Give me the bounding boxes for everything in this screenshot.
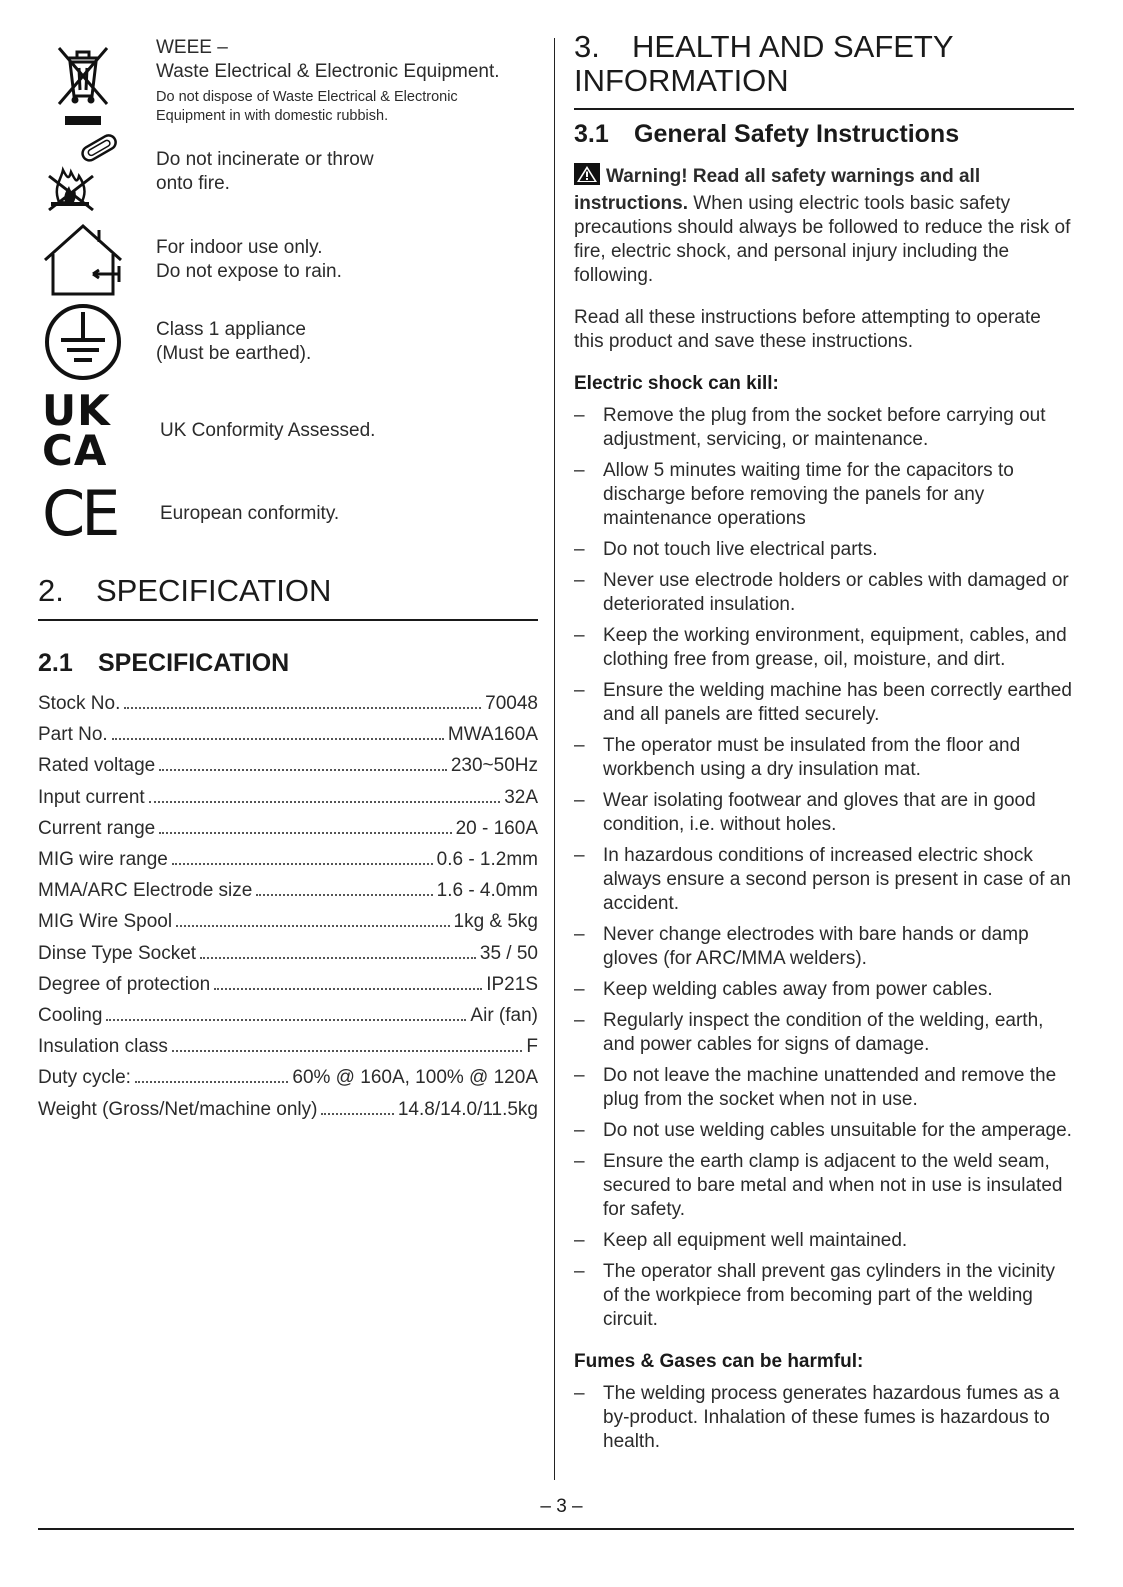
bullet-dash: – (574, 979, 585, 1000)
fumes-item (574, 1382, 1074, 1454)
section-3-1-heading (574, 120, 1074, 149)
warning-triangle-icon (574, 163, 600, 192)
section-2-1-title: SPECIFICATION (98, 649, 290, 677)
electric-shock-item-text: Ensure the welding machine has been correctly earthed and all panels are fitted securely. (603, 680, 1072, 725)
spec-leader-dots (214, 988, 482, 990)
electric-shock-item (574, 1009, 1074, 1057)
spec-leader-dots (159, 769, 447, 771)
electric-shock-item (574, 734, 1074, 782)
weee-row (38, 36, 538, 131)
spec-value: Air (fan) (470, 1005, 538, 1027)
class1-line1: Class 1 appliance (156, 319, 306, 340)
section-2-1-heading (38, 649, 538, 678)
electric-shock-item-text: The operator shall prevent gas cylinders in the vicinity of the workpiece from becoming part of the welding circuit. (603, 1261, 1056, 1330)
electric-shock-item (574, 569, 1074, 617)
spec-row (38, 906, 538, 937)
spec-row (38, 813, 538, 844)
section-3-number: 3. (574, 29, 600, 64)
spec-label: MIG Wire Spool (38, 911, 173, 933)
electric-shock-item (574, 538, 1074, 562)
fumes-list (574, 1382, 1074, 1454)
bullet-dash: – (574, 1065, 585, 1086)
indoor-line2: Do not expose to rain. (156, 261, 342, 282)
electric-shock-item-text: Never use electrode holders or cables with damaged or deteriorated insulation. (603, 570, 1069, 615)
spec-leader-dots (124, 707, 481, 709)
section-3-1-title: General Safety Instructions (634, 120, 960, 148)
spec-value: 35 / 50 (479, 942, 538, 964)
spec-leader-dots (106, 1019, 466, 1021)
spec-label: Cooling (38, 1005, 103, 1027)
electric-shock-item-text: Keep the working environment, equipment, cables, and clothing free from grease, oil, moisture, and dirt. (603, 625, 1067, 670)
spec-leader-dots (172, 863, 433, 865)
ce-mark-text: CE (42, 477, 117, 550)
bullet-dash: – (574, 1230, 585, 1251)
left-column (38, 36, 538, 1125)
bullet-dash: – (574, 1120, 585, 1141)
bullet-dash: – (574, 735, 585, 756)
electric-shock-item-text: Remove the plug from the socket before carrying out adjustment, servicing, or maintenance. (603, 405, 1046, 450)
spec-row (38, 1031, 538, 1062)
spec-leader-dots (112, 738, 444, 740)
spec-row (38, 844, 538, 875)
bullet-dash: – (574, 845, 585, 866)
fumes-heading: Fumes & Gases can be harmful: (574, 1351, 864, 1372)
spec-value: 20 - 160A (455, 817, 538, 839)
ukca-row (38, 387, 538, 475)
warning-text: When using electric tools basic safety precautions should always be followed to reduce the risk of fire, electric shock, and personal injury including the following. (574, 193, 1071, 286)
electric-shock-item-text: Do not leave the machine unattended and remove the plug from the socket when not in use. (603, 1065, 1057, 1110)
spec-value: 1.6 - 4.0mm (436, 880, 538, 902)
bullet-dash: – (574, 570, 585, 591)
electric-shock-item-text: Ensure the earth clamp is adjacent to the weld seam, secured to bare metal and when not in use is insulated for safety. (603, 1151, 1063, 1220)
ukca-mark-bottom: CA (42, 426, 108, 475)
spec-leader-dots (159, 832, 451, 834)
spec-label: Weight (Gross/Net/machine only) (38, 1098, 318, 1120)
weee-note-line1: Do not dispose of Waste Electrical & Electronic (156, 89, 458, 105)
spec-row (38, 750, 538, 781)
class1-row (38, 301, 538, 383)
spec-leader-dots (321, 1113, 393, 1115)
bullet-dash: – (574, 1010, 585, 1031)
section-3-1-number: 3.1 (574, 120, 609, 148)
earth-symbol-icon (38, 302, 128, 382)
bullet-dash: – (574, 924, 585, 945)
electric-shock-item (574, 679, 1074, 727)
spec-leader-dots (172, 1050, 522, 1052)
ce-text: European conformity. (160, 503, 340, 524)
spec-label: Part No. (38, 724, 108, 746)
page-number: – 3 – (540, 1496, 583, 1517)
spec-row (38, 719, 538, 750)
weee-title: WEEE – (156, 37, 228, 58)
electric-shock-item-text: The operator must be insulated from the floor and workbench using a dry insulation mat. (603, 735, 1021, 780)
indoor-house-icon (38, 222, 128, 298)
right-column (574, 30, 1074, 1461)
electric-shock-item (574, 404, 1074, 452)
electric-shock-item-text: Keep all equipment well maintained. (603, 1230, 908, 1251)
spec-label: Dinse Type Socket (38, 942, 197, 964)
bullet-dash: – (574, 625, 585, 646)
section-2-rule (38, 619, 538, 621)
fumes-item-text: The welding process generates hazardous fumes as a by-product. Inhalation of these fumes is hazardous to health. (603, 1383, 1060, 1452)
electric-shock-item-text: Keep welding cables away from power cables. (603, 979, 993, 1000)
electric-shock-item (574, 1229, 1074, 1253)
specification-list (38, 688, 538, 1125)
electric-shock-item (574, 978, 1074, 1002)
spec-value: F (526, 1036, 538, 1058)
electric-shock-item (574, 1150, 1074, 1222)
section-3-title-line1: HEALTH AND SAFETY (632, 29, 954, 64)
electric-shock-item-text: Never change electrodes with bare hands or damp gloves (for ARC/MMA welders). (603, 924, 1029, 969)
spec-label: Insulation class (38, 1036, 168, 1058)
ce-row (38, 475, 538, 553)
spec-value: MWA160A (447, 724, 538, 746)
spec-label: Stock No. (38, 693, 121, 714)
bullet-dash: – (574, 460, 585, 481)
ukca-mark (38, 386, 132, 475)
spec-label: MMA/ARC Electrode size (38, 880, 253, 902)
section-2-number: 2. (38, 573, 64, 608)
spec-leader-dots (149, 801, 501, 803)
fire-line1: Do not incinerate or throw (156, 149, 374, 170)
bullet-dash: – (574, 1383, 585, 1404)
spec-value: 1kg & 5kg (453, 911, 538, 933)
weee-subtitle: Waste Electrical & Electronic Equipment. (156, 61, 500, 82)
section-3-title-line2: INFORMATION (574, 63, 789, 98)
spec-leader-dots (135, 1081, 288, 1083)
indoor-row (38, 219, 538, 301)
electric-shock-item-text: Wear isolating footwear and gloves that are in good condition, i.e. without holes. (603, 790, 1036, 835)
spec-row (38, 875, 538, 906)
spec-value: 70048 (485, 693, 538, 714)
electric-shock-item (574, 1064, 1074, 1112)
electric-shock-item (574, 459, 1074, 531)
section-2-heading (38, 573, 538, 609)
indoor-line1: For indoor use only. (156, 237, 323, 258)
column-divider (554, 38, 555, 1480)
weee-bin-icon (38, 36, 128, 126)
bullet-dash: – (574, 1261, 585, 1282)
no-fire-icon (38, 132, 128, 212)
spec-row (38, 782, 538, 813)
spec-value: 14.8/14.0/11.5kg (397, 1098, 538, 1120)
electric-shock-item (574, 844, 1074, 916)
spec-leader-dots (200, 957, 476, 959)
electric-shock-item-text: Allow 5 minutes waiting time for the capacitors to discharge before removing the panels for any maintenance operations (603, 460, 1014, 529)
electric-shock-item-text: Regularly inspect the condition of the welding, earth, and power cables for signs of damage. (603, 1010, 1044, 1055)
spec-row (38, 1094, 538, 1125)
bullet-dash: – (574, 680, 585, 701)
electric-shock-item (574, 1260, 1074, 1332)
electric-shock-item-text: Do not touch live electrical parts. (603, 539, 878, 560)
spec-row (38, 688, 538, 719)
bullet-dash: – (574, 1151, 585, 1172)
ce-mark (38, 477, 132, 550)
warning-bold-text: Warning! Read all safety warnings and all instructions. (574, 166, 981, 214)
warning-paragraph (574, 163, 1074, 288)
spec-label: Input current (38, 786, 145, 808)
spec-row (38, 1062, 538, 1093)
spec-leader-dots (176, 925, 449, 927)
electric-shock-item (574, 1119, 1074, 1143)
spec-row (38, 1000, 538, 1031)
spec-label: MIG wire range (38, 849, 168, 871)
bullet-dash: – (574, 790, 585, 811)
spec-value: 0.6 - 1.2mm (436, 849, 538, 871)
section-2-title: SPECIFICATION (96, 573, 332, 608)
spec-label: Current range (38, 817, 156, 839)
fire-line2: onto fire. (156, 173, 230, 194)
spec-value: 230~50Hz (450, 755, 538, 777)
class1-line2: (Must be earthed). (156, 343, 312, 364)
weee-note-line2: Equipment in with domestic rubbish. (156, 108, 389, 124)
section-3-rule (574, 108, 1074, 110)
spec-label: Degree of protection (38, 973, 211, 995)
electric-shock-item (574, 789, 1074, 837)
electric-shock-item (574, 923, 1074, 971)
spec-row (38, 969, 538, 1000)
electric-shock-heading: Electric shock can kill: (574, 373, 779, 394)
electric-shock-item-text: Do not use welding cables unsuitable for the amperage. (603, 1120, 1072, 1141)
bullet-dash: – (574, 539, 585, 560)
spec-value: IP21S (486, 973, 538, 995)
section-2-1-number: 2.1 (38, 649, 73, 677)
bullet-dash: – (574, 405, 585, 426)
fire-row (38, 131, 538, 213)
section-3-heading (574, 30, 1074, 98)
spec-leader-dots (256, 894, 432, 896)
read-all-paragraph: Read all these instructions before attempting to operate this product and save these instructions. (574, 307, 1041, 352)
spec-row (38, 938, 538, 969)
ukca-mark-top: UK (42, 386, 111, 435)
spec-label: Rated voltage (38, 755, 156, 777)
spec-label: Duty cycle: (38, 1067, 131, 1089)
spec-value: 60% @ 160A, 100% @ 120A (292, 1067, 538, 1089)
bottom-rule (38, 1528, 1074, 1530)
ukca-text: UK Conformity Assessed. (160, 420, 376, 441)
electric-shock-item (574, 624, 1074, 672)
electric-shock-item-text: In hazardous conditions of increased electric shock always ensure a second person is present in case of an accident. (603, 845, 1071, 914)
electric-shock-list (574, 404, 1074, 1332)
spec-value: 32A (504, 786, 538, 808)
